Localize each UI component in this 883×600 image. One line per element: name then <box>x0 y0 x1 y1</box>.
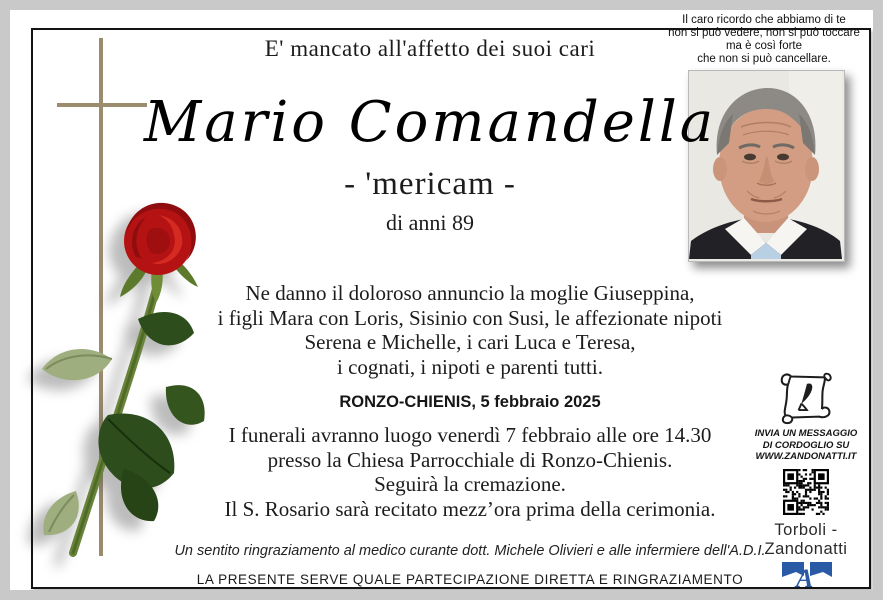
agency-name: Torboli - Zandonatti <box>764 520 848 558</box>
condolence-line: WWW.ZANDONATTI.IT <box>755 451 857 462</box>
quote-line: che non si può cancellare. <box>697 53 831 65</box>
announcement-block <box>150 281 790 587</box>
deceased-name: Mario Comandella <box>143 90 717 155</box>
condolence-line: INVIA UN MESSAGGIO <box>754 428 858 439</box>
announcement-line: Ne danno il doloroso annuncio la moglie Giuseppina, <box>245 281 695 305</box>
agency-column <box>746 369 866 600</box>
scroll-icon <box>746 369 866 425</box>
thanks-line: Un sentito ringraziamento al medico curante dott. Michele Olivieri e alle infermiere dell'A.D.I. <box>174 543 766 559</box>
intro-line: E' mancato all'affetto dei suoi cari <box>264 36 596 61</box>
funeral-line: I funerali avranno luogo venerdì 7 febbraio alle ore 14.30 <box>228 423 712 447</box>
funeral-line: presso la Chiesa Parrocchiale di Ronzo-Chienis. <box>267 447 673 472</box>
funeral-details <box>150 423 790 521</box>
agency-logo-icon <box>746 560 866 590</box>
quote-line: ma è così forte <box>725 40 803 52</box>
funeral-line: Il S. Rosario sarà recitato mezz’ora prima della cerimonia. <box>224 496 716 521</box>
announcement-line: i cognati, i nipoti e parenti tutti. <box>337 354 603 379</box>
qr-code-icon <box>746 469 866 517</box>
participation-line: LA PRESENTE SERVE QUALE PARTECIPAZIONE DIRETTA E RINGRAZIAMENTO <box>196 572 744 587</box>
announcement-line: Serena e Michelle, i cari Luca e Teresa, <box>304 330 636 354</box>
deceased-nickname: - 'mericam - <box>344 166 516 202</box>
place-date: RONZO-CHIENIS, 5 febbraio 2025 <box>339 393 601 411</box>
headline-block <box>110 36 750 236</box>
age-line: di anni 89 <box>386 210 474 235</box>
agency-contact: MORI (TN) 0464 - 918715 <box>746 589 866 600</box>
quote-line: Il caro ricordo che abbiamo di te <box>682 14 846 26</box>
funeral-line: Seguirà la cremazione. <box>374 472 566 496</box>
svg-text:A: A <box>796 563 814 590</box>
announcement-line: i figli Mara con Loris, Sisinio con Susi, le affezionate nipoti <box>217 305 723 330</box>
family-announcement <box>150 281 790 379</box>
condolence-message-text <box>746 428 866 463</box>
quote-line: non si può vedere, non si può toccare <box>668 27 860 39</box>
condolence-line: DI CORDOGLIO SU <box>762 439 850 451</box>
